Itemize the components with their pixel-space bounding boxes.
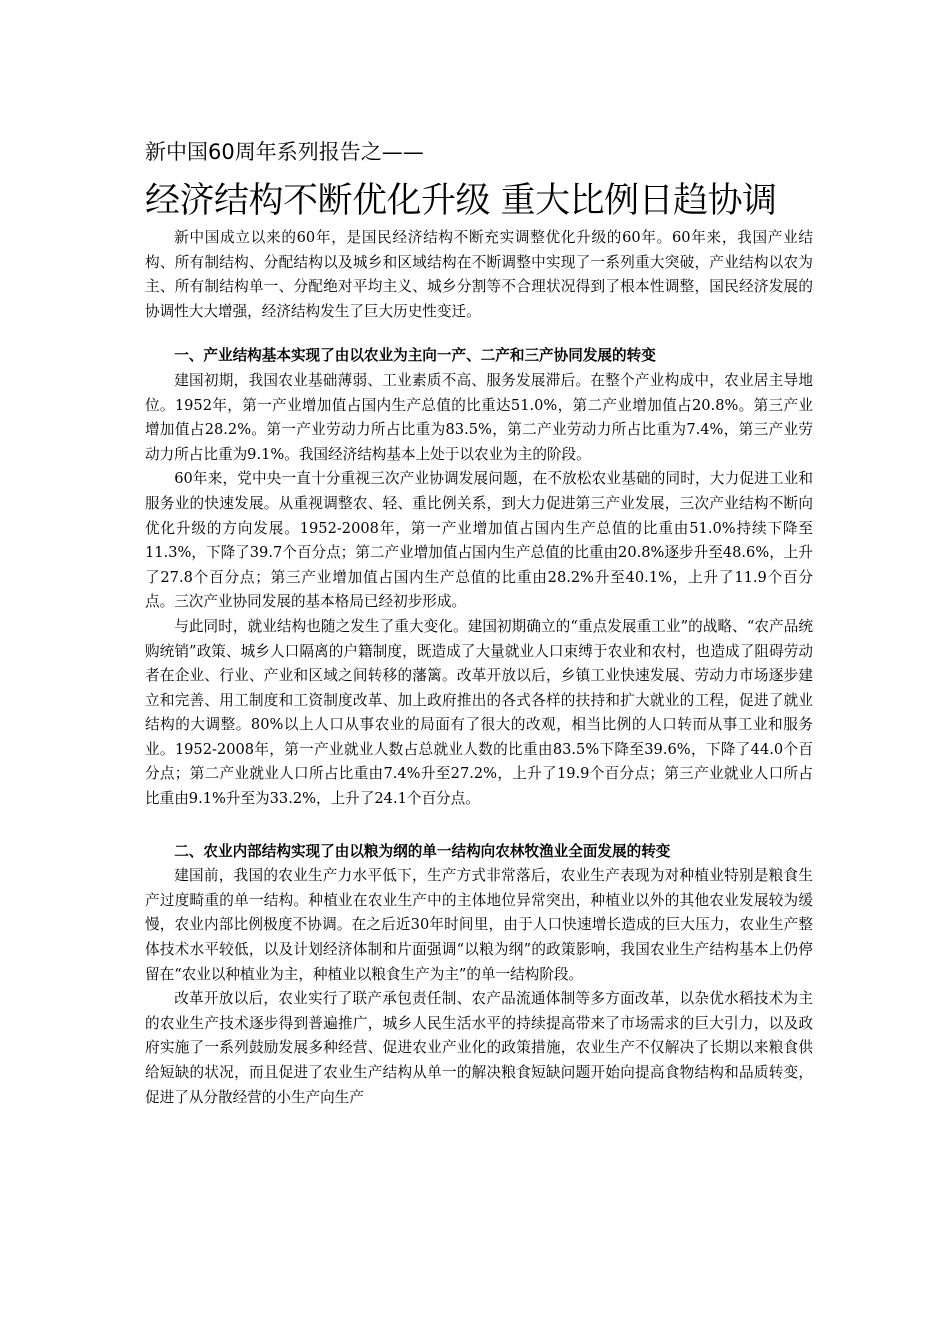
intro-paragraph: 新中国成立以来的60年，是国民经济结构不断充实调整优化升级的60年。60年来，我国产业结构、所有制结构、分配结构以及城乡和区域结构在不断调整中实现了一系列重大突破，产业结构以农为主、所有制结构单一、分配绝对平均主义、城乡分割等不合理状况得到了根本性调整，国民经济发展的协调性大大增强，经济结构发生了巨大历史性变迁。 [145,229,813,320]
section-1-paragraph: 60年来，党中央一直十分重视三次产业协调发展问题，在不放松农业基础的同时，大力促进工业和服务业的快速发展。从重视调整农、轻、重比例关系，到大力促进第三产业发展，三次产业结构不断向优化升级的方向发展。1952-2008年，第一产业增加值占国内生产总值的比重由51.0%持续下降至11.3%，下降了39.7个百分点；第二产业增加值占国内生产总值的比重由20.8%逐步升至48.6%，上升了27.8个百分点；第三产业增加值占国内生产总值的比重由28.2%升至40.1%，上升了11.9个百分点。三次产业协同发展的基本格局已经初步形成。 [145,470,813,611]
document-page [145,132,813,1110]
spacer [145,812,813,840]
section-1-paragraph: 建国初期，我国农业基础薄弱、工业素质不高、服务发展滞后。在整个产业构成中，农业居主导地位。1952年，第一产业增加值占国内生产总值的比重达51.0%，第二产业增加值占20.8%。第三产业增加值占28.2%。第一产业劳动力所占比重为83.5%，第二产业劳动力所占比重为7.4%，第三产业劳动力所占比重为9.1%。我国经济结构基本上处于以农业为主的阶段。 [145,371,813,463]
section-2-paragraph: 建国前，我国的农业生产力水平低下，生产方式非常落后，农业生产表现为对种植业特别是粮食生产过度畸重的单一结构。种植业在农业生产中的主体地位异常突出，种植业以外的其他农业发展较为缓慢，农业内部比例极度不协调。在之后近30年时间里，由于人口快速增长造成的巨大压力，农业生产整体技术水平较低，以及计划经济体制和片面强调“以粮为纲”的政策影响，我国农业生产结构基本上仍停留在“农业以种植业为主，种植业以粮食生产为主”的单一结构阶段。 [145,867,813,983]
section-1-paragraph: 与此同时，就业结构也随之发生了重大变化。建国初期确立的“重点发展重工业”的战略、“农产品统购统销”政策、城乡人口隔离的户籍制度，既造成了大量就业人口束缚于农业和农村，也造成了阻碍劳动者在企业、行业、产业和区域之间转移的藩篱。改革开放以后，乡镇工业快速发展、劳动力市场逐步建立和完善、用工制度和工资制度改革、加上政府推出的各式各样的扶持和扩大就业的工程，促进了就业结构的大调整。80%以上人口从事农业的局面有了很大的改观，相当比例的人口转而从事工业和服务业。1952-2008年，第一产业就业人数占总就业人数的比重由83.5%下降至39.6%，下降了44.0个百分点；第二产业就业人口所占比重由7.4%升至27.2%，上升了19.9个百分点；第三产业就业人口所占比重由9.1%升至为33.2%，上升了24.1个百分点。 [145,617,813,808]
section-2-heading: 二、农业内部结构实现了由以粮为纲的单一结构向农林牧渔业全面发展的转变 [174,842,671,860]
section-2-paragraph: 改革开放以后，农业实行了联产承包责任制、农产品流通体制等多方面改革，以杂优水稻技术为主的农业生产技术逐步得到普遍推广，城乡人民生活水平的持续提高带来了市场需求的巨大引力，以及政府实施了一系列鼓励发展多种经营、促进农业产业化的政策措施，农业生产不仅解决了长期以来粮食供给短缺的状况，而且促进了农业生产结构从单一的解决粮食短缺问题开始向提高食物结构和品质转变，促进了从分散经营的小生产向生产 [145,990,813,1106]
spacer [145,324,813,344]
series-title: 新中国60周年系列报告之—— [145,140,424,164]
section-1-heading: 一、产业结构基本实现了由以农业为主向一产、二产和三产协同发展的转变 [174,347,656,365]
main-title: 经济结构不断优化升级 重大比例日趋协调 [145,181,777,221]
